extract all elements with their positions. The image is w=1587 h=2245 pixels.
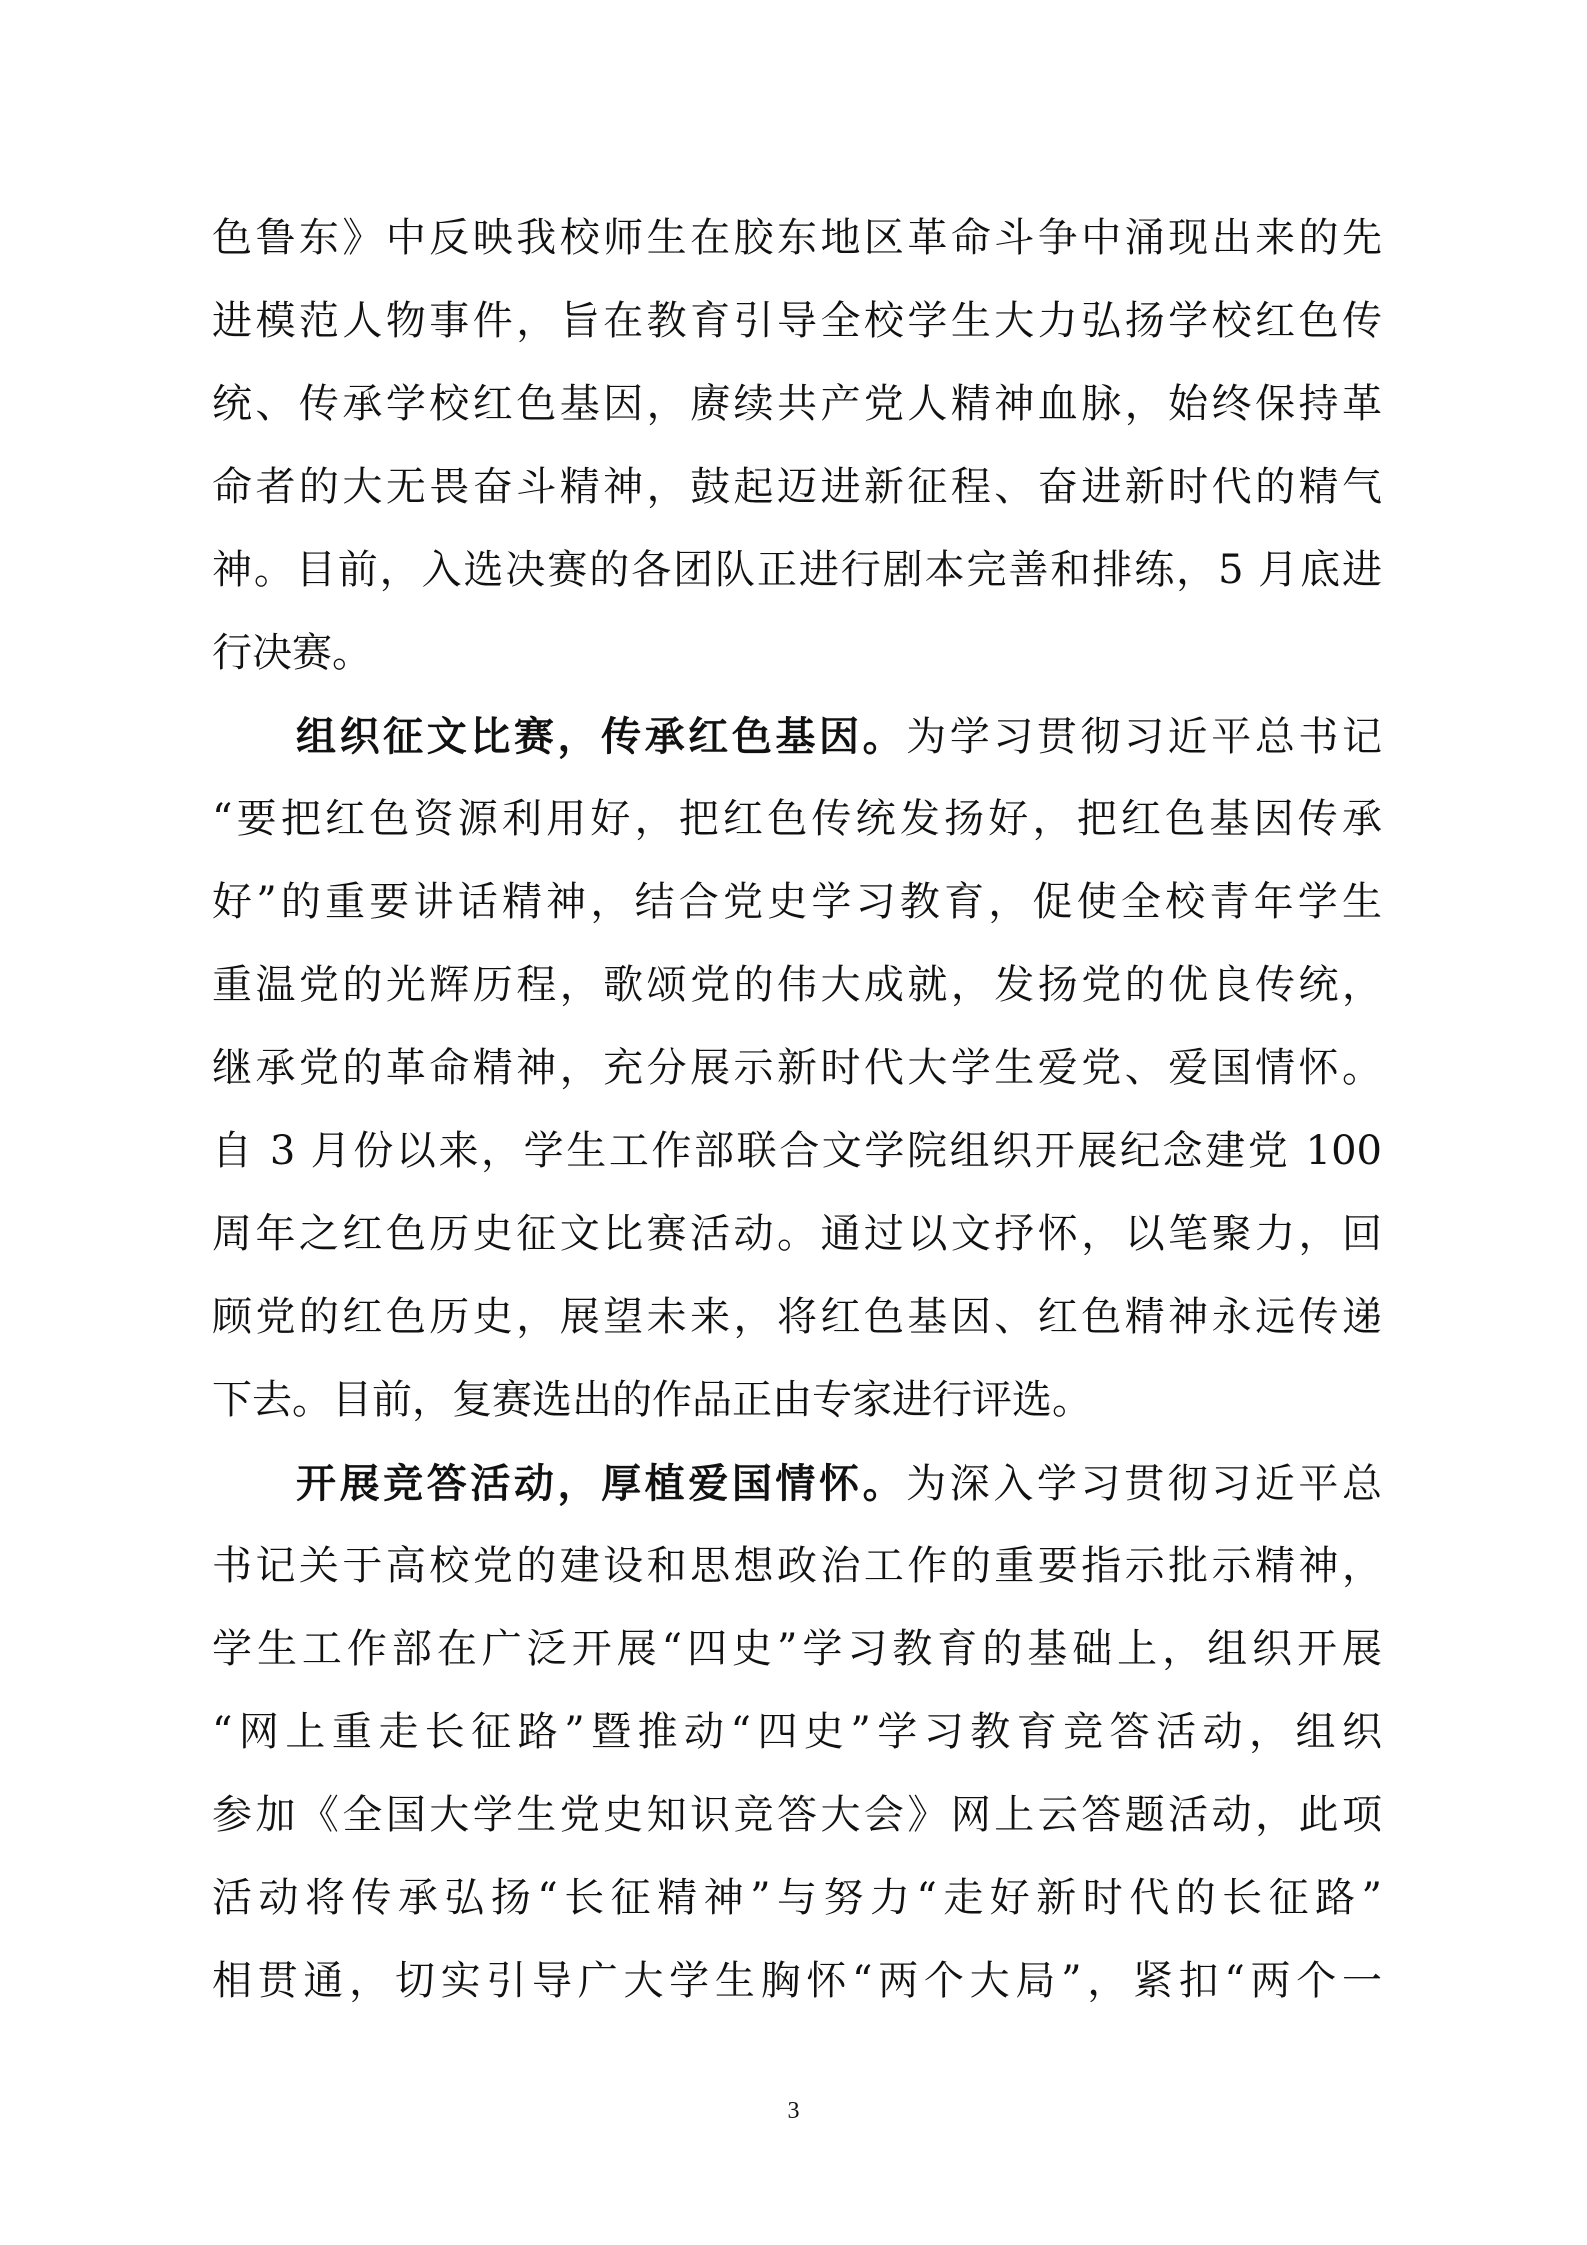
text-line: 周年之红色历史征文比赛活动。通过以文抒怀，以笔聚力，回	[212, 1211, 1382, 1257]
text-line: 命者的大无畏奋斗精神，鼓起迈进新征程、奋进新时代的精气	[212, 464, 1382, 510]
text-line: 继承党的革命精神，充分展示新时代大学生爱党、爱国情怀。	[212, 1045, 1382, 1091]
text-line: 进模范人物事件，旨在教育引导全校学生大力弘扬学校红色传	[212, 298, 1382, 344]
text-line: 神。目前，入选决赛的各团队正进行剧本完善和排练，5 月底进	[212, 547, 1382, 593]
text-line: 学生工作部在广泛开展“四史”学习教育的基础上，组织开展	[212, 1626, 1382, 1672]
paragraph-first-line	[212, 695, 1382, 778]
page-number: 3	[787, 2098, 800, 2124]
text-line: 色鲁东》中反映我校师生在胶东地区革命斗争中涌现出来的先	[212, 215, 1382, 261]
document-body	[212, 197, 1382, 2023]
paragraph-heading: 组织征文比赛，传承红色基因。	[296, 713, 907, 760]
text-line: “网上重走长征路”暨推动“四史”学习教育竞答活动，组织	[212, 1709, 1382, 1755]
paragraph-heading: 开展竞答活动，厚植爱国情怀。	[296, 1460, 907, 1507]
text-line: 活动将传承弘扬“长征精神”与努力“走好新时代的长征路”	[212, 1875, 1382, 1921]
text-line: 统、传承学校红色基因，赓续共产党人精神血脉，始终保持革	[212, 381, 1382, 427]
paragraph	[212, 1442, 1382, 2023]
paragraph	[212, 695, 1382, 1442]
text-line: 好”的重要讲话精神，结合党史学习教育，促使全校青年学生	[212, 879, 1382, 925]
text-line: “要把红色资源利用好，把红色传统发扬好，把红色基因传承	[212, 796, 1382, 842]
paragraph-first-line	[212, 1442, 1382, 1525]
paragraph-text: 为深入学习贯彻习近平总	[906, 1461, 1383, 1507]
text-line: 顾党的红色历史，展望未来，将红色基因、红色精神永远传递	[212, 1294, 1382, 1340]
paragraph-text: 为学习贯彻习近平总书记	[906, 714, 1383, 760]
text-line: 行决赛。	[212, 630, 372, 676]
text-line: 相贯通，切实引导广大学生胸怀“两个大局”，紧扣“两个一	[212, 1958, 1382, 2004]
text-line: 自 3 月份以来，学生工作部联合文学院组织开展纪念建党 100	[212, 1128, 1382, 1174]
paragraph	[212, 197, 1382, 695]
text-line: 重温党的光辉历程，歌颂党的伟大成就，发扬党的优良传统，	[212, 962, 1382, 1008]
text-line: 书记关于高校党的建设和思想政治工作的重要指示批示精神，	[212, 1543, 1382, 1589]
text-line: 参加《全国大学生党史知识竞答大会》网上云答题活动，此项	[212, 1792, 1382, 1838]
text-line: 下去。目前，复赛选出的作品正由专家进行评选。	[212, 1377, 1092, 1423]
